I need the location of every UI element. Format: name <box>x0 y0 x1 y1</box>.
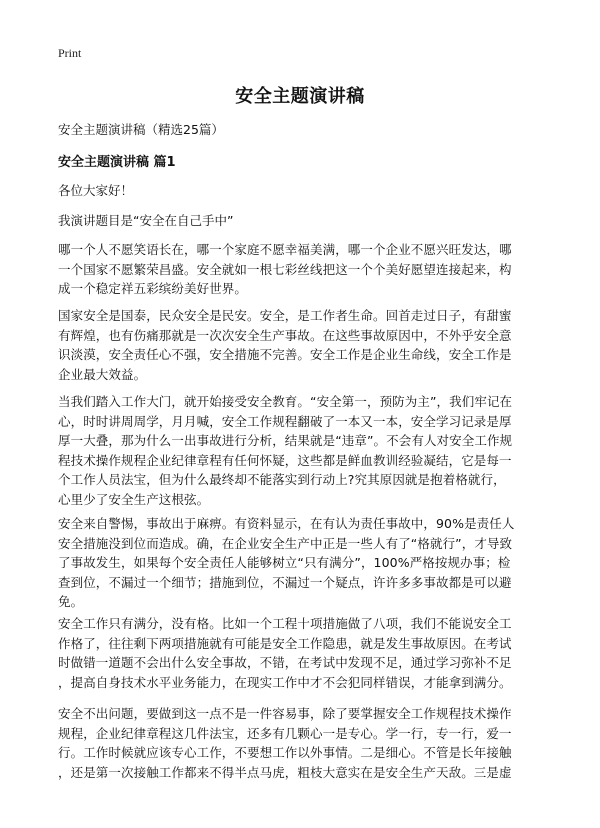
paragraph-4 <box>58 514 550 612</box>
document-subtitle: 安全主题演讲稿（精选25篇） <box>58 122 224 137</box>
paragraph-line: 识淡漠，安全责任心不强，安全措施不完善。安全工作是企业生命线，安全工作是 <box>58 347 512 362</box>
paragraph-line: 厚一大叠，那为什么一出事故进行分析，结果就是“违章”。不会有人对安全工作规 <box>58 433 513 448</box>
paragraph-line: 有辉煌，也有伤痛那就是一次次安全生产事故。在这些事故原因中，不外乎安全意 <box>58 327 512 343</box>
paragraph-line: 安全不出问题，要做到这一点不是一件容易事，除了要掌握安全工作规程技术操作 <box>58 706 512 721</box>
paragraph-line: 成一个稳定祥五彩缤纷美好世界。 <box>58 281 248 296</box>
paragraph-line: 心里少了安全生产这根弦。 <box>58 491 210 507</box>
paragraph-line: 心，时时讲周周学，月月喊，安全工作规程翻破了一本又一本，安全学习记录是厚 <box>58 413 512 429</box>
paragraph-line: 一个国家不愿繁荣昌盛。安全就如一根七彩丝线把这一个个美好愿望连接起来，构 <box>58 261 512 277</box>
print-label: Print <box>58 46 82 60</box>
paragraph-line: 时做错一道题不会出什么安全事故，不错，在考试中发现不足，通过学习弥补不足 <box>58 655 512 670</box>
paragraph-line: 国家安全是国泰，民众安全是民安。安全，是工作者生命。回首走过日子，有甜蜜 <box>58 308 512 323</box>
paragraph-5 <box>58 614 550 692</box>
paragraph-1 <box>58 240 550 299</box>
paragraph-line: 规程，企业纪律章程这几件法宝，还多有几颗心一是专心。学一行，专一行，爱一 <box>58 725 512 741</box>
paragraph-line: 哪一个人不愿笑语长在，哪一个家庭不愿幸福美满，哪一个企业不愿兴旺发达，哪 <box>58 242 512 257</box>
paragraph-line: 免。 <box>58 594 84 609</box>
paragraph-line: 行。工作时候就应该专心工作，不要想工作以外事情。二是细心。不管是长年接触 <box>58 745 512 760</box>
topic-line: 我演讲题目是“安全在自己手中” <box>58 213 234 228</box>
paragraph-6 <box>58 704 550 782</box>
paragraph-line: 企业最大效益。 <box>58 366 147 382</box>
page-title: 安全主题演讲稿 <box>235 86 365 107</box>
paragraph-line: 程技术操作规程企业纪律章程有任何怀疑，这些都是鲜血教训经验凝结，它是每一 <box>58 452 512 468</box>
paragraph-line: 当我们踏入工作大门，就开始接受安全教育。“安全第一，预防为主”，我们牢记在 <box>58 394 513 409</box>
paragraph-line: 作格了，往往剩下两项措施就有可能是安全工作隐患，就是发生事故原因。在考试 <box>58 635 512 651</box>
paragraph-line: 了事故发生，如果每个安全责任人能够树立“只有满分”，100%严格按规办事；检 <box>58 555 511 570</box>
greeting-line: 各位大家好！ <box>58 183 134 198</box>
paragraph-line: ，还是第一次接触工作都来不得半点马虎，粗枝大意实在是安全生产天敌。三是虚 <box>58 764 512 780</box>
paragraph-line: 查到位，不漏过一个细节；措施到位，不漏过一个疑点，许许多多事故都是可以避 <box>58 574 512 590</box>
paragraph-2 <box>58 306 550 384</box>
paragraph-3 <box>58 392 550 509</box>
paragraph-line: 安全来自警惕，事故出于麻痹。有资料显示，在有认为责任事故中，90%是责任人 <box>58 516 515 531</box>
paragraph-line: 安全工作只有满分，没有格。比如一个工程十项措施做了八项，我们不能说安全工 <box>58 616 512 631</box>
section-heading: 安全主题演讲稿 篇1 <box>58 155 176 170</box>
paragraph-line: ，提高自身技术水平业务能力，在现实工作中才不会犯同样错误，才能拿到满分。 <box>58 674 512 690</box>
paragraph-line: 个工作人员法宝，但为什么最终却不能落实到行动上?究其原因就是抱着格就行， <box>58 472 506 487</box>
paragraph-line: 安全措施没到位而造成。确，在企业安全生产中正是一些人有了“格就行”，才导致 <box>58 535 513 551</box>
